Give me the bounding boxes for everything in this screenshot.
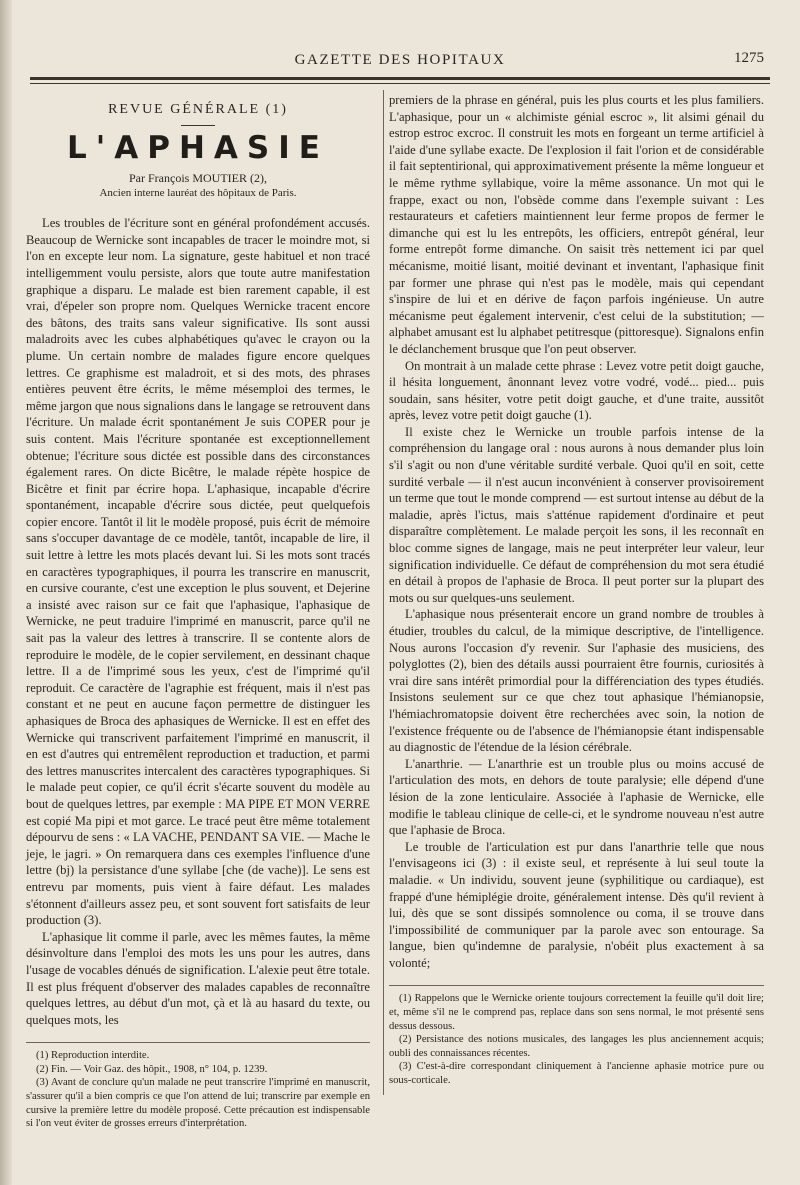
- right-column: [389, 92, 764, 1088]
- page-header: [0, 50, 800, 74]
- section-title: REVUE GÉNÉRALE (1): [108, 102, 288, 117]
- footnote: (1) Reproduction interdite.: [36, 1050, 150, 1062]
- footnote-rule: [26, 1042, 370, 1043]
- footnote: (1) Rappelons que le Wernicke oriente toujours correctement la feuille qu'il doit lire; et, même s'il ne le comprend pas, replace dans son sens normal, le mot présenté sens dessus dessous.: [389, 993, 764, 1032]
- author-affiliation: Ancien interne lauréat des hôpitaux de Paris.: [99, 187, 297, 200]
- article-title: L'APHASIE: [67, 129, 329, 166]
- body-paragraph: premiers de la phrase en général, puis les plus courts et les plus familiers. L'aphasique, pour un « alchimiste génial escroc », lit alsimi génail du estrop estroc excroc. Il construit les mots en forgeant un terme artificiel à l'aide d'une syllabe exacte. De l'explosion il fait l'orion et de considérable il fait septentirional, qui approximativement présente la même longueur et le même rythme syllabique, voire la même assonance. Un mot qui le frappe, exact ou non, l'obsède comme dans l'exemple suivant : Les restaurateurs et cafetiers maintiennent leur ferme propos de fermer le dimanche qui est lu les entrepôts, les officiers, entrepôt général, leur forme entrepôt forme dimanche. On saisit très nettement ici par quel mécanisme, moitié lisant, moitié devinant et inventant, l'aphasique finit par former une phrase qui n'est pas le modèle, mais qui cependant s'inspire de lui et en dérive de façon parfois ingénieuse. Un autre mécanisme peut également intervenir, c'est celui de la substitution; — alphabet amusant est lu alphabet petitresque (pittoresque). Signalons enfin le déclanchement brusque que l'on peut observer.: [389, 93, 764, 356]
- body-paragraph: L'aphasique lit comme il parle, avec les mêmes fautes, la même désinvolture dans l'emploi des mots les uns pour les autres, dans l'usage de vocables dénués de signification. L'alexie peut être totale. Il est plus fréquent d'observer des malades capables de reconnaître quelques lettres, au début d'un mot, çà et là au hasard du texte, ou quelques mots, les: [26, 929, 370, 1027]
- body-paragraph: L'aphasique nous présenterait encore un grand nombre de troubles à étudier, troubles du calcul, de la mimique descriptive, de l'intelligence. Nous aurons l'occasion d'y revenir. Sur l'aphasie des musiciens, des polyglottes (2), bien des détails aussi pourraient être fournis, curiosités à vrai dire sans intérêt primordial pour la différenciation des types étudiés. Insistons seulement sur ce que chez tout aphasique l'hémianopsie, l'hémiachromatopsie doivent être recherchées avec soin, la notion de l'existence fréquente ou de l'absence de l'hémianopsie étant indispensable au diagnostic de l'étendue de la lésion cérébrale.: [389, 607, 764, 755]
- footnote: (2) Fin. — Voir Gaz. des hôpit., 1908, n° 104, p. 1239.: [36, 1063, 268, 1075]
- footnote: (3) C'est-à-dire correspondant cliniquement à l'ancienne aphasie motrice pure ou sous-corticale.: [389, 1061, 764, 1087]
- body-paragraph: Les troubles de l'écriture sont en général profondément accusés. Beaucoup de Wernicke sont incapables de tracer le moindre mot, si l'on en excepte leur nom. La signature, geste habituel et non tracé intelligemment voulu persiste, alors que toute autre manifestation graphique a disparu. Le malade est bien rarement capable, il est vrai, d'épeler son propre nom. Quelques Wernicke tracent encore des bâtons, des traits sans valeur significative. Ils sont aussi maladroits avec les cubes alphabétiques qu'avec le crayon ou la plume. Un certain nombre de malades figure encore quelques lettres. Ce graphisme est maladroit, et si des mots, des phrases entières peuvent être écrits, le même mésemploi des termes, le même jargon que nous signalions dans le langage se retrouvent dans l'écriture. Un malade écrit spontanément Je suis COPER pour je suis content. Mais l'écriture spontanée est exceptionnellement obtenue; l'écriture sous dictée est possible dans des circonstances également rares. On dicte Bicêtre, le malade répète hospice de Bicêtre et finit par écrire hopa. L'aphasique, incapable d'écrire spontanément, incapable d'écrire sous dictée, peut quelquefois copier encore. Tantôt il lit le modèle proposé, puis écrit de mémoire sans s'occuper davantage de ce modèle, tantôt, incapable de lire, il suit lettre à lettre les mots placés devant lui. Si les mots sont tracés en caractères typographiques, il pourra les transcrire en manuscrit, en cursive courante, c'est une exception le plus souvent, et Dejerine a insisté avec raison sur ce fait que l'aphasique, l'aphasique de Wernicke, ne peut traduire l'imprimé en manuscrit, parce qu'il ne sait pas la valeur des lettres à transcrire. Il se contente alors de reproduire le modèle, de le copier servilement, en dessinant chaque lettre. Il a de l'imprimé sous les yeux, c'est de l'imprimé qu'il reproduit. Ce caractère de l'agraphie est fréquent, mais il n'est pas constant et ne peut en aucune façon permettre de distinguer les aphasiques de Broca des aphasiques de Wernicke. Il est en effet des Wernicke qui transcrivent parfaitement l'imprimé en manuscrit, il en est d'autres qui entremêlent reproduction et traduction, et parmi des lettres manuscrites intercalent des caractères typographiques. Si le malade peut copier, ce qu'il écrit s'écarte souvent du modèle au bout de quelques lettres, par exemple : MA PIPE ET MON VERRE est copié Ma pipi et mot garce. Le tracé peut être même totalement dépourvu de sens : « LA VACHE, PENDANT SA VIE. — Mache le jeje, le jagri. » On remarquera dans ces exemples l'influence d'une lettre (bj) la persistance d'une syllabe [che (de vache)]. Le sens est entrevu par moments, puis vient à faire défaut. Les malades s'étonnent d'ailleurs assez peu, et sont souvent fort satisfaits de leur production (3).: [26, 216, 370, 928]
- footnote-rule: [389, 985, 764, 986]
- author-line: Par François MOUTIER (2),: [129, 171, 267, 186]
- footnotes-right: [389, 992, 764, 1087]
- header-rule-thin: [30, 83, 770, 84]
- header-rule-thick: [30, 77, 770, 80]
- footnote: (3) Avant de conclure qu'un malade ne peut transcrire l'imprimé en manuscrit, s'assurer qu'il a bien compris ce que l'on attend de lui; transcrire par exemple en cursive la première lettre du modèle proposé. Cette précaution est indispensable si l'on veut éviter de grosses erreurs d'interprétation.: [26, 1077, 370, 1130]
- title-short-rule: [181, 125, 215, 126]
- body-paragraph: L'anarthrie. — L'anarthrie est un trouble plus ou moins accusé de l'articulation des mots, en dehors de toute paralysie; elle dépend d'une lésion de la zone lenticulaire. Associée à l'aphasie de Wernicke, elle modifie le tableau clinique de celle-ci, et le syndrome nouveau n'est autre que l'aphasie de Broca.: [389, 756, 764, 838]
- page-number: 1275: [734, 50, 764, 66]
- left-column: [26, 92, 370, 1131]
- body-paragraph: On montrait à un malade cette phrase : Levez votre petit doigt gauche, il hésita longuement, ânonnant levez votre vodré, vodé... pied... puis soudain, sans hésiter, votre petit doigt gauche, et d'une traite, aussitôt après, levez votre petit doigt gauche (1).: [389, 358, 764, 423]
- column-divider: [383, 90, 384, 1095]
- body-paragraph: Le trouble de l'articulation est pur dans l'anarthrie telle que nous l'envisageons ici (3) : il existe seul, et représente à lui seul toute la maladie. « Un individu, souvent jeune (syphilitique ou cardiaque), est frappé d'une hémiplégie droite, généralement intense. Dès qu'il revient à lui, dès que se sont dissipés somnolence ou coma, il se trouve dans l'impossibilité de communiquer par la parole avec son entourage. Sa langue, bien qu'indemne de paralysie, n'obéit plus exactement à sa volonté;: [389, 839, 764, 970]
- footnotes-left: [26, 1049, 370, 1131]
- body-paragraph: Il existe chez le Wernicke un trouble parfois intense de la compréhension du langage oral : nous aurons à nous demander plus loin s'il s'agit ou non d'une véritable surdité verbale. Quoi qu'il en soit, cette surdité verbale — il n'est aucun inconvénient à conserver provisoirement un terme que tout le monde comprend — est surtout intense au début de la maladie, après l'ictus, mais s'atténue rapidement d'ordinaire et peut disparaître complètement. Le malade perçoit les sons, il les reconnaît en bloc comme signes de langage, mais ne peut interpréter leur valeur, leur signification individuelle. Ce défaut de compréhension du mot sera étudié en détail à propos de l'aphasie de Broca. Il peut porter sur la plupart des mots ou sur quelques-uns seulement.: [389, 424, 764, 605]
- footnote: (2) Persistance des notions musicales, des langages les plus anciennement acquis; oubli des connaissances récentes.: [389, 1034, 764, 1059]
- page-binding-shadow: [0, 0, 12, 1185]
- journal-title: GAZETTE DES HOPITAUX: [294, 52, 506, 68]
